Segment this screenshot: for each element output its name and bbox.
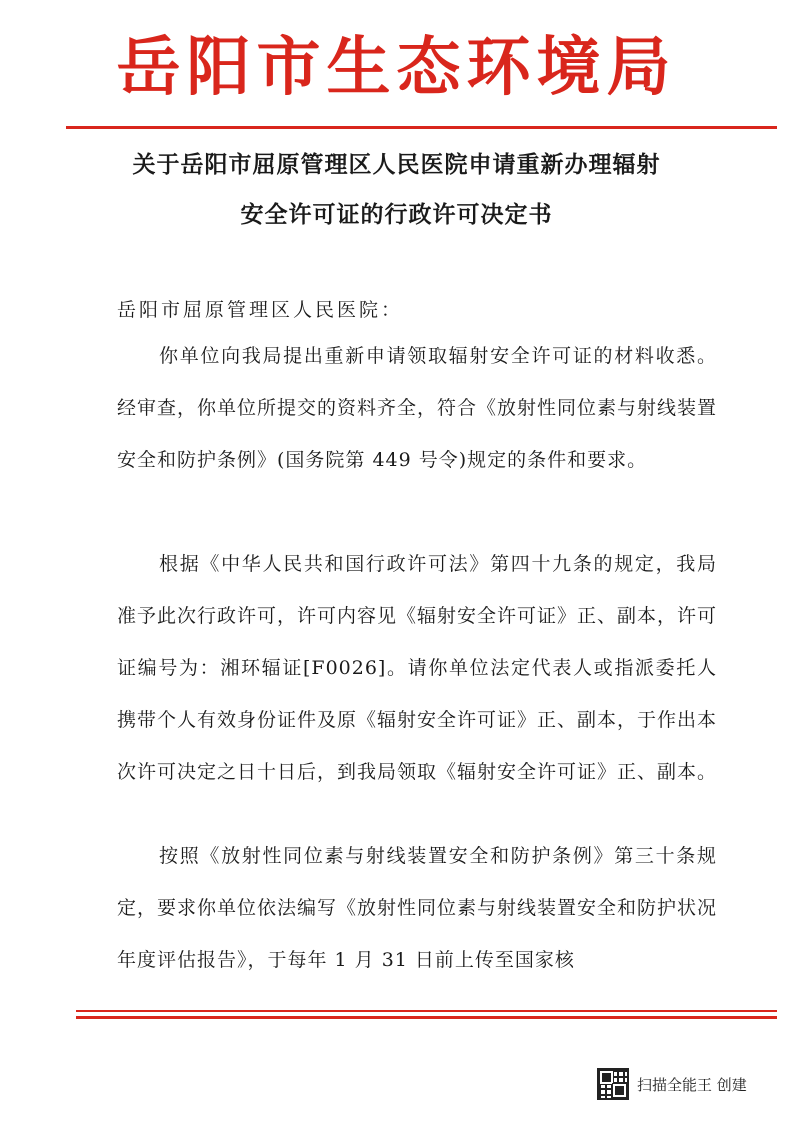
paragraph-1: 你单位向我局提出重新申请领取辐射安全许可证的材料收悉。经审查，你单位所提交的资料齐全，符合《放射性同位素与射线装置安全和防护条例》(国务院第 449 号令)规定的条件和要求。 xyxy=(117,345,718,471)
header-org-name: 岳阳市生态环境局 xyxy=(116,31,677,105)
scanner-label: 扫描全能王 创建 xyxy=(637,1075,747,1094)
document-title-line2: 安全许可证的行政许可决定书 xyxy=(240,202,553,228)
footer-rule-bottom xyxy=(76,1016,777,1019)
paragraph-3: 按照《放射性同位素与射线装置安全和防护条例》第三十条规定，要求你单位依法编写《放射性同位素与射线装置安全和防护状况年度评估报告》，于每年 1 月 31 日前上传至国家核 xyxy=(117,845,718,971)
footer-rule-top xyxy=(76,1010,777,1012)
header-rule xyxy=(66,126,777,129)
scanner-watermark xyxy=(597,1068,747,1100)
qr-code-icon xyxy=(597,1068,629,1100)
salutation: 岳阳市屈原管理区人民医院： xyxy=(117,299,404,321)
document-title-line1: 关于岳阳市屈原管理区人民医院申请重新办理辐射 xyxy=(132,152,661,178)
paragraph-2: 根据《中华人民共和国行政许可法》第四十九条的规定，我局准予此次行政许可，许可内容见《辐射安全许可证》正、副本，许可证编号为：湘环辐证[F0026]。请你单位法定代表人或指派委托人携带个人有效身份证件及原《辐射安全许可证》正、副本，于作出本次许可决定之日十日后，到我局领取《辐射安全许可证》正、副本。 xyxy=(117,553,718,783)
